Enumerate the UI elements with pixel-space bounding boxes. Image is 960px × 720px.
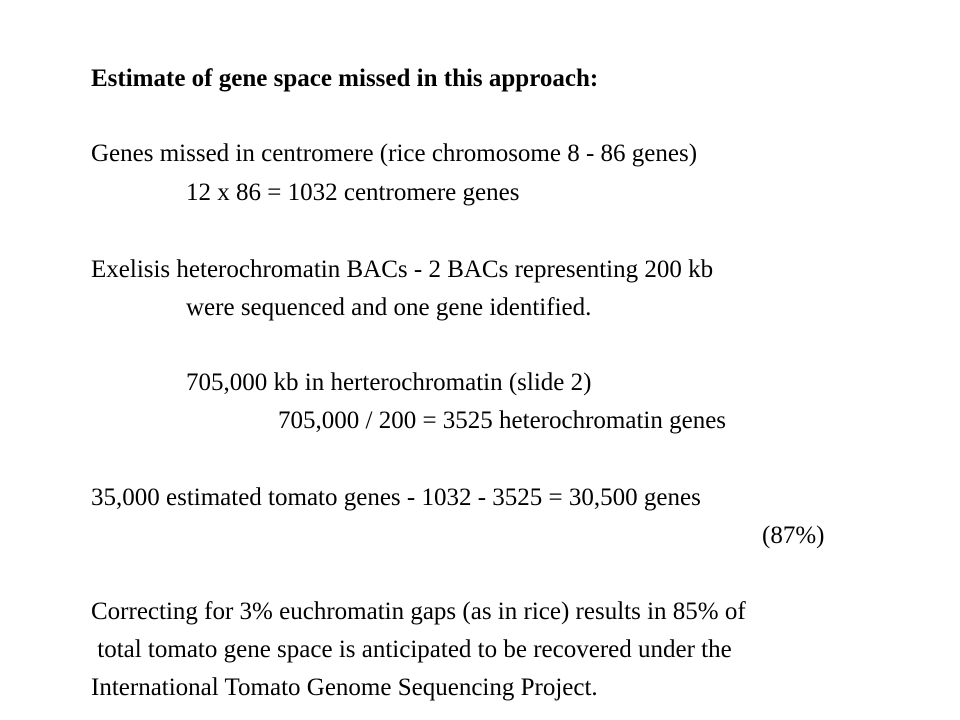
correction-line-1: Correcting for 3% euchromatin gaps (as in rice) results in 85% of [91, 598, 746, 625]
heterochromatin-line-2: were sequenced and one gene identified. [186, 294, 592, 321]
centromere-line-1: Genes missed in centromere (rice chromosome 8 - 86 genes) [91, 140, 698, 167]
heterochromatin-line-1: Exelisis heterochromatin BACs - 2 BACs representing 200 kb [91, 256, 714, 283]
slide-title: Estimate of gene space missed in this approach: [91, 65, 599, 92]
correction-line-2: total tomato gene space is anticipated to be recovered under the [91, 636, 732, 663]
estimate-percent: (87%) [762, 522, 825, 549]
estimate-line-1: 35,000 estimated tomato genes - 1032 - 3525 = 30,500 genes [91, 484, 701, 511]
heterochromatin-line-4: 705,000 / 200 = 3525 heterochromatin genes [278, 407, 727, 434]
correction-line-3: International Tomato Genome Sequencing Project. [91, 674, 598, 701]
centromere-line-2: 12 x 86 = 1032 centromere genes [186, 179, 520, 206]
heterochromatin-line-3: 705,000 kb in herterochromatin (slide 2) [186, 369, 592, 396]
